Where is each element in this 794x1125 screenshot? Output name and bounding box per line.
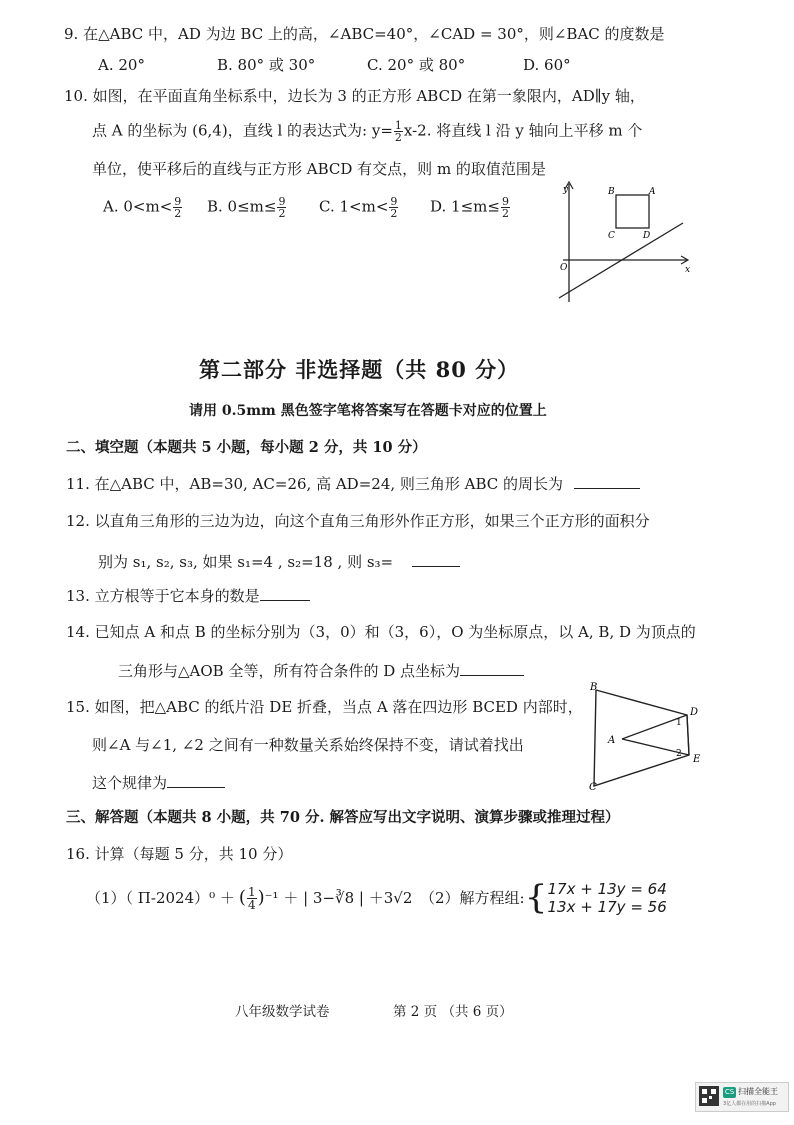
q11-stem: 11. 在△ABC 中，AB=30, AC=26, 高 AD=24, 则三角形 ABC 的周长为 bbox=[66, 475, 564, 493]
q13-stem: 13. 立方根等于它本身的数是 bbox=[66, 587, 260, 605]
equation-system bbox=[548, 880, 667, 916]
q10-line1: 10. 如图，在平面直角坐标系中，边长为 3 的正方形 ABCD 在第一象限内，AD∥y 轴， bbox=[64, 87, 645, 105]
q16-part1-expr-b: ⁻¹ ＋ | 3−∛8 | ＋3√2 bbox=[264, 889, 413, 907]
point-c-label: C bbox=[608, 231, 615, 241]
option-prefix: A. 0<m< bbox=[103, 197, 173, 216]
square-abcd bbox=[616, 195, 649, 228]
q12-answer-blank bbox=[412, 552, 460, 567]
q9-option-d: D. 60° bbox=[523, 56, 571, 74]
point-e-label: E bbox=[693, 754, 701, 765]
section3-heading: 三、解答题（本题共 8 小题，共 70 分. 解答应写出文字说明、演算步骤或推理过程） bbox=[66, 809, 620, 826]
q15-folding-figure bbox=[586, 680, 701, 793]
fraction-numerator: 9 bbox=[174, 195, 182, 208]
q11-answer-blank bbox=[574, 474, 640, 489]
fraction-denominator: 4 bbox=[247, 897, 256, 912]
part2-title: 第二部分 非选择题（共 80 分） bbox=[199, 357, 520, 382]
q10-line2 bbox=[92, 120, 642, 143]
fraction-denominator: 2 bbox=[394, 131, 402, 144]
q12-stem: 别为 s₁, s₂, s₃, 如果 s₁=4 , s₂=18 , 则 s₃= bbox=[98, 553, 394, 571]
system-brace: { bbox=[524, 879, 548, 916]
q10-option-d bbox=[430, 196, 511, 219]
fraction-numerator: 9 bbox=[390, 195, 398, 208]
angle-1-label: 1 bbox=[676, 718, 682, 728]
q10-line3: 单位，使平移后的直线与正方形 ABCD 有交点，则 m 的取值范围是 bbox=[92, 160, 546, 178]
right-paren: ) bbox=[257, 887, 265, 908]
point-c-label: C bbox=[589, 782, 597, 793]
option-prefix: C. 1<m< bbox=[319, 197, 389, 216]
q9-option-c: C. 20° 或 80° bbox=[367, 56, 466, 74]
q10-half-fraction bbox=[394, 120, 403, 143]
q9-option-b: B. 80° 或 30° bbox=[217, 56, 316, 74]
scanner-logo-icon: CS bbox=[724, 1088, 735, 1096]
q10-line2-b: x-2. 将直线 l 沿 y 轴向上平移 m 个 bbox=[403, 121, 643, 140]
q11 bbox=[66, 474, 640, 494]
option-fraction bbox=[173, 196, 182, 219]
q14-line2 bbox=[118, 661, 524, 681]
point-a-label: A bbox=[608, 735, 616, 746]
fraction-denominator: 2 bbox=[174, 207, 182, 220]
point-d-label: D bbox=[690, 707, 699, 718]
q9-stem: 9. 在△ABC 中，AD 为边 BC 上的高，∠ABC=40°，∠CAD = 30°，则∠BAC 的度数是 bbox=[64, 25, 665, 43]
q13-answer-blank bbox=[260, 586, 310, 601]
q10-option-a bbox=[103, 196, 183, 219]
qr-code-icon bbox=[699, 1086, 719, 1106]
footer-page-number: 第 2 页 （共 6 页） bbox=[393, 1004, 513, 1020]
x-axis-label: x bbox=[685, 265, 691, 275]
q10-coordinate-figure bbox=[555, 178, 695, 306]
fraction-denominator: 2 bbox=[390, 207, 398, 220]
q16-part1 bbox=[86, 878, 412, 918]
q15-line3 bbox=[92, 773, 225, 793]
point-a-label: A bbox=[649, 187, 656, 197]
q15-line1: 15. 如图，把△ABC 的纸片沿 DE 折叠，当点 A 落在四边形 BCED 内部时， bbox=[66, 698, 583, 716]
q16-quarter-fraction bbox=[247, 886, 257, 911]
option-prefix: B. 0≤m≤ bbox=[207, 197, 277, 216]
fraction-numerator: 9 bbox=[278, 195, 286, 208]
footer-subject: 八年级数学试卷 bbox=[235, 1004, 330, 1020]
q14-stem: 三角形与△AOB 全等，所有符合条件的 D 点坐标为 bbox=[118, 662, 461, 680]
left-paren: ( bbox=[238, 887, 246, 908]
q16-title: 16. 计算（每题 5 分，共 10 分） bbox=[66, 845, 293, 863]
q10-option-b bbox=[207, 196, 287, 219]
section2-heading: 二、填空题（本题共 5 小题，每小题 2 分，共 10 分） bbox=[66, 439, 427, 456]
fraction-numerator: 1 bbox=[247, 884, 256, 899]
option-fraction bbox=[389, 196, 398, 219]
point-b-label: B bbox=[590, 682, 598, 693]
fraction-denominator: 2 bbox=[501, 207, 509, 220]
fraction-numerator: 1 bbox=[394, 119, 402, 132]
equation-1: 17x + 13y = 64 bbox=[547, 880, 667, 898]
scanner-watermark bbox=[695, 1082, 789, 1112]
fraction-numerator: 9 bbox=[501, 195, 509, 208]
equation-2: 13x + 17y = 56 bbox=[547, 898, 667, 916]
q16-part1-expr-a: （1）（ Π-2024）⁰ ＋ bbox=[86, 889, 235, 907]
q15-line2: 则∠A 与∠1, ∠2 之间有一种数量关系始终保持不变，请试着找出 bbox=[92, 736, 524, 754]
q9-option-a: A. 20° bbox=[98, 56, 145, 74]
q16-part2 bbox=[420, 878, 667, 918]
point-b-label: B bbox=[608, 187, 615, 197]
q12-line1: 12. 以直角三角形的三边为边，向这个直角三角形外作正方形，如果三个正方形的面积分 bbox=[66, 512, 650, 530]
scanner-tagline: 3亿人都在用的扫描App bbox=[723, 1101, 776, 1107]
q10-option-c bbox=[319, 196, 399, 219]
y-axis-label: y bbox=[563, 185, 569, 195]
q10-line2-a: 点 A 的坐标为 (6,4)，直线 l 的表达式为: y= bbox=[92, 121, 393, 140]
q15-stem: 这个规律为 bbox=[92, 774, 168, 792]
q13 bbox=[66, 586, 310, 606]
origin-label: O bbox=[560, 263, 568, 273]
scanner-name: 扫描全能王 bbox=[738, 1087, 778, 1096]
q15-answer-blank bbox=[167, 773, 225, 788]
q12-line2 bbox=[98, 552, 460, 572]
option-prefix: D. 1≤m≤ bbox=[430, 197, 500, 216]
part2-instruction: 请用 0.5mm 黑色签字笔将答案写在答题卡对应的位置上 bbox=[189, 403, 547, 419]
point-d-label: D bbox=[643, 231, 651, 241]
option-fraction bbox=[501, 196, 510, 219]
q14-answer-blank bbox=[460, 661, 524, 676]
option-fraction bbox=[277, 196, 286, 219]
fraction-denominator: 2 bbox=[278, 207, 286, 220]
q16-part2-label: （2）解方程组: bbox=[420, 889, 525, 907]
q14-line1: 14. 已知点 A 和点 B 的坐标分别为（3，0）和（3，6），O 为坐标原点，以 A, B, D 为顶点的 bbox=[66, 623, 696, 641]
angle-2-label: 2 bbox=[676, 749, 682, 759]
